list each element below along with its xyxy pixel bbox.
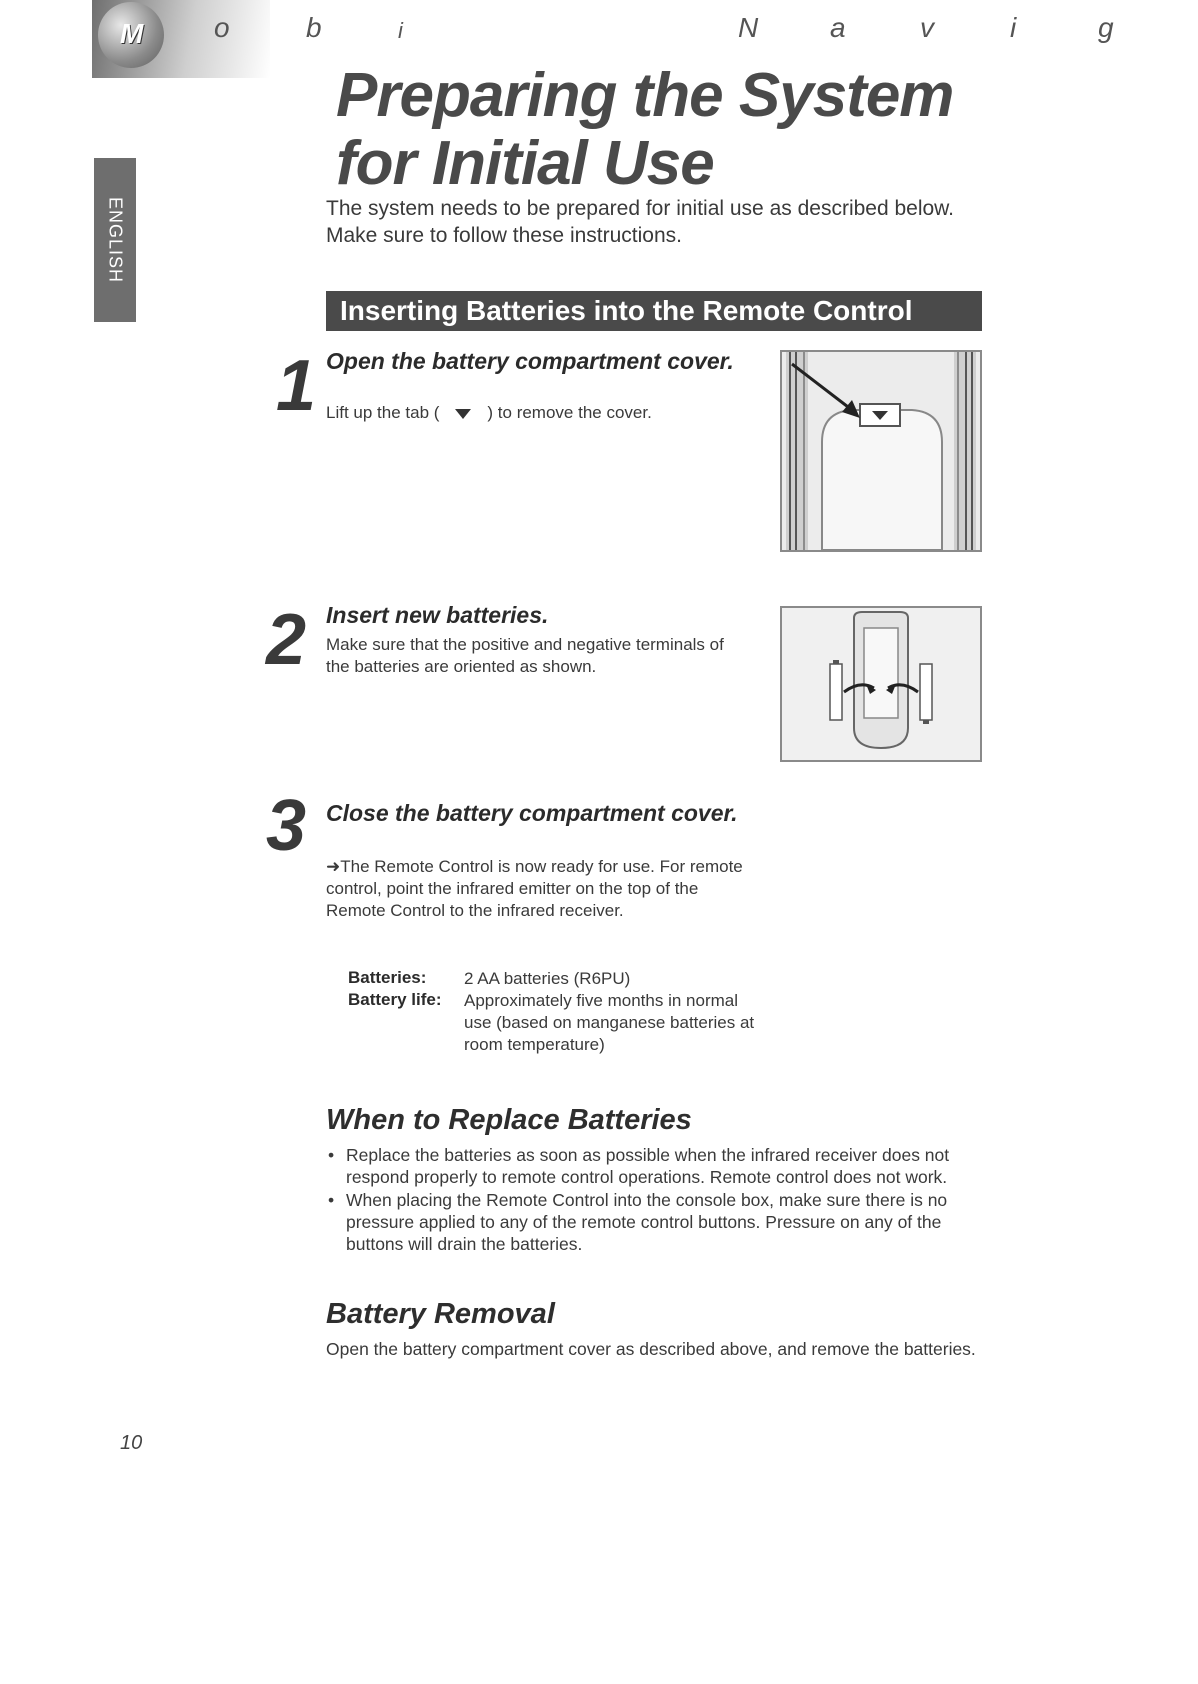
header-letter: o [214, 12, 230, 43]
step-text-before: Lift up the tab ( [326, 403, 440, 422]
header-letter: i [1010, 12, 1017, 43]
brand-logo [92, 0, 270, 78]
logo-letter: M [120, 18, 144, 49]
remote-cover-illustration [782, 352, 980, 550]
step-text: ➜The Remote Control is now ready for use. For remote control, point the infrared emitter on the top of the Remote Control to the infrared receiver. [326, 857, 743, 920]
intro-paragraph: The system needs to be prepared for initial use as described below. Make sure to follow these instructions. [326, 197, 955, 247]
section-heading: Inserting Batteries into the Remote Control [326, 291, 982, 331]
page-title-line1: Preparing the System [336, 61, 954, 130]
step-number: 2 [266, 600, 307, 680]
page-number: 10 [120, 1432, 143, 1454]
header-letter: b [306, 12, 322, 43]
battery-life-label: Battery life: [348, 990, 442, 1009]
header-letter: v [920, 12, 934, 43]
batteries-value: 2 AA batteries (R6PU) [464, 969, 631, 988]
remote-cover-figure [780, 350, 982, 552]
list-item: • Replace the batteries as soon as possible when the infrared receiver does not respond properly to remote control operations. Remote control does not work. [326, 1144, 986, 1188]
header-letter: i [398, 18, 403, 43]
battery-life-value: Approximately five months in normal use (based on manganese batteries at room temperature) [464, 991, 755, 1054]
header-letter: a [830, 12, 846, 43]
replace-heading: When to Replace Batteries [326, 1104, 692, 1136]
removal-text: Open the battery compartment cover as described above, and remove the batteries. [326, 1339, 976, 1359]
language-tab [94, 158, 136, 322]
step-number: 1 [276, 346, 317, 426]
header-letter: N [738, 12, 759, 43]
batteries-label: Batteries: [348, 968, 427, 987]
battery-orientation-figure [780, 606, 982, 762]
replace-bullet-list [326, 1144, 986, 1256]
step-text [326, 402, 726, 425]
list-item: • When placing the Remote Control into the console box, make sure there is no pressure applied to any of the remote control buttons. Pressure on any of the buttons will drain the batteries. [326, 1189, 986, 1255]
step-number: 3 [266, 786, 307, 866]
removal-heading: Battery Removal [326, 1298, 555, 1330]
step-text: Make sure that the positive and negative terminals of the batteries are oriented as shown. [326, 635, 724, 676]
step-title: Insert new batteries. [326, 602, 549, 628]
language-tab-label: ENGLISH [105, 196, 126, 284]
step-title: Open the battery compartment cover. [326, 348, 734, 374]
step-text-after: ) to remove the cover. [487, 403, 652, 422]
page-title-line2: for Initial Use [336, 129, 714, 198]
page-title [336, 62, 1036, 198]
step-title: Close the battery compartment cover. [326, 800, 738, 826]
battery-orientation-illustration [782, 608, 980, 760]
header-letter: g [1098, 12, 1114, 43]
tab-down-arrow-icon [443, 403, 483, 425]
